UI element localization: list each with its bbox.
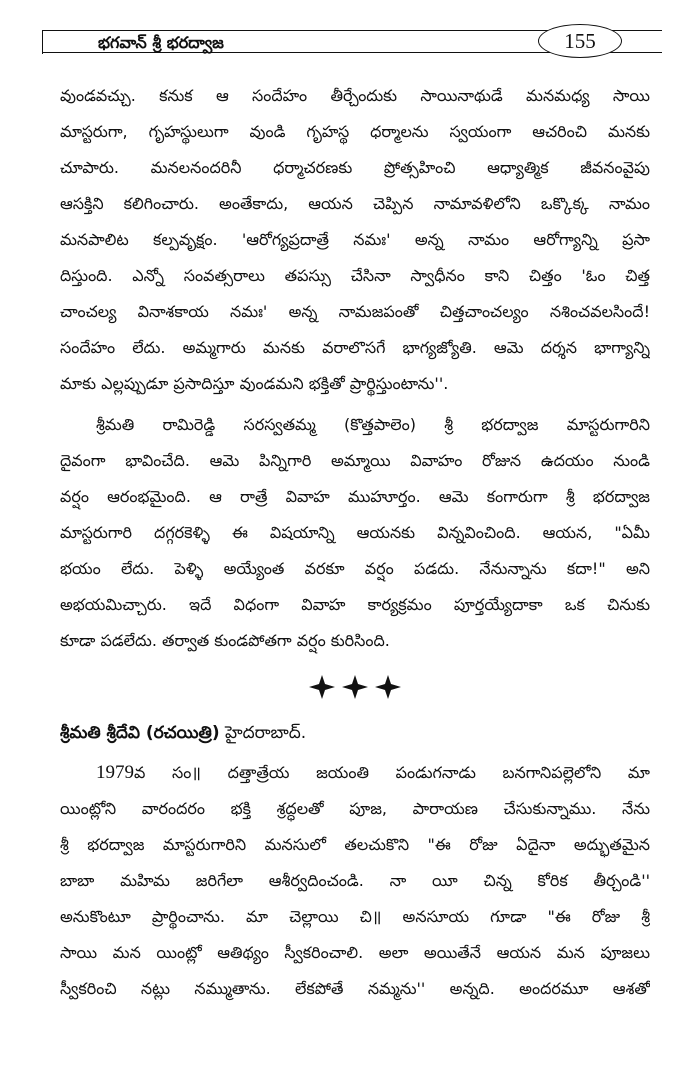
text-line: సందేహం లేదు. అమ్మగారు మనకు వరాలొసగే భాగ్యజ్యోతి. ఆమె దర్శన భాగ్యాన్ని [60,338,650,357]
text-line: యింట్లోని వారందరం భక్తి శ్రద్ధలతో పూజ, పారాయణ చేసుకున్నాము. నేను [60,799,650,818]
contributor-heading [60,711,650,755]
text-line: మాకు ఎల్లప్పుడూ ప్రసాదిస్తూ వుండమని భక్తితో ప్రార్థిస్తుంటాను''. [60,374,449,393]
contributor-place: హైదరాబాద్. [219,723,307,743]
text-line: శ్రీమతి రామిరెడ్డి సరస్వతమ్మ (కొత్తపాలెం) శ్రీ భరద్వాజ మాస్టరుగారిని [96,415,650,434]
running-header [42,30,662,54]
text-line: సాయి మన యింట్లో ఆతిథ్యం స్వీకరించాలి. అలా అయితేనే ఆయన మన పూజలు [60,943,650,962]
text-span: వ సం॥ దత్తాత్రేయ జయంతి పండుగనాడు బనగానిపల్లెలోని మా [134,763,650,782]
text-line [60,755,650,791]
four-point-star-icon [305,672,405,702]
text-line: మనపాలిట కల్పవృక్షం. 'ఆరోగ్యప్రదాత్రే నమః' అన్న నామం ఆరోగ్యాన్ని ప్రసా [60,230,650,249]
text-line: వుండవచ్చు. కనుక ఆ సందేహం తీర్చేందుకు సాయినాథుడే మనమధ్య సాయి [60,86,650,105]
year: 1979 [96,762,134,783]
text-line: మాస్టరుగా, గృహస్థులుగా వుండి గృహస్థ ధర్మాలను స్వయంగా ఆచరించి మనకు [60,122,650,141]
text-line: భయం లేదు. పెళ్ళి అయ్యేంత వరకూ వర్షం పడదు. నేనున్నాను కదా!" అని [60,559,650,578]
text-line: అభయమిచ్చారు. ఇదే విధంగా వివాహ కార్యక్రమం పూర్తయ్యేదాకా ఒక చినుకు [60,595,650,614]
paragraph-2 [60,407,650,659]
text-line: అనుకొంటూ ప్రార్థించాను. మా చెల్లాయి చి॥ అనసూయ గూడా "ఈ రోజు శ్రీ [60,907,650,926]
text-line: చాంచల్య వినాశకాయ నమః' అన్న నామజపంతో చిత్తచాంచల్యం నశించవలసిందే! [60,302,650,321]
header-title: భగవాన్ శ్రీ భరద్వాజ [98,33,224,52]
text-line: దిస్తుంది. ఎన్నో సంవత్సరాలు తపస్సు చేసినా స్వాధీనం కాని చిత్తం 'ఓం చిత్త [60,266,650,285]
text-line: బాబా మహిమ జరిగేలా ఆశీర్వదించండి. నా యీ చిన్న కోరిక తీర్చండి'' [60,871,650,890]
header-left-rule [42,30,43,54]
text-line: ఆసక్తిని కలిగించారు. అంతేకాదు, ఆయన చెప్పిన నామావళిలోని ఒక్కొక్క నామం [60,194,650,213]
text-line: దైవంగా భావించేది. ఆమె పిన్నిగారి అమ్మాయి వివాహం రోజున ఉదయం నుండి [60,451,650,470]
text-line: శ్రీ భరద్వాజ మాస్టరుగారిని మనసులో తలచుకొని "ఈ రోజు ఏదైనా అద్భుతమైన [60,835,650,854]
text-line: వర్షం ఆరంభమైంది. ఆ రాత్రే వివాహ ముహూర్తం. ఆమె కంగారుగా శ్రీ భరద్వాజ [60,487,650,506]
section-divider-ornament [60,663,650,711]
text-line: మాస్టరుగారి దగ్గరకెళ్ళి ఈ విషయాన్ని ఆయనకు విన్నవించింది. ఆయన, "ఏమీ [60,523,650,542]
text-line: చూపారు. మనలనందరినీ ధర్మాచరణకు ప్రోత్సహించి ఆధ్యాత్మిక జీవనంవైపు [60,158,650,177]
paragraph-1 [60,78,650,402]
page-body [60,78,650,1007]
page-number: 155 [538,24,622,58]
contributor-name: శ్రీమతి శ్రీదేవి (రచయిత్రి) [60,723,220,743]
text-line: స్వీకరించి నట్లు నమ్ముతాను. లేకపోతే నమ్మను'' అన్నది. అందరమూ ఆశతో [60,979,650,998]
text-line: కూడా పడలేదు. తర్వాత కుండపోతగా వర్షం కురిసింది. [60,631,390,650]
paragraph-3 [60,755,650,1007]
